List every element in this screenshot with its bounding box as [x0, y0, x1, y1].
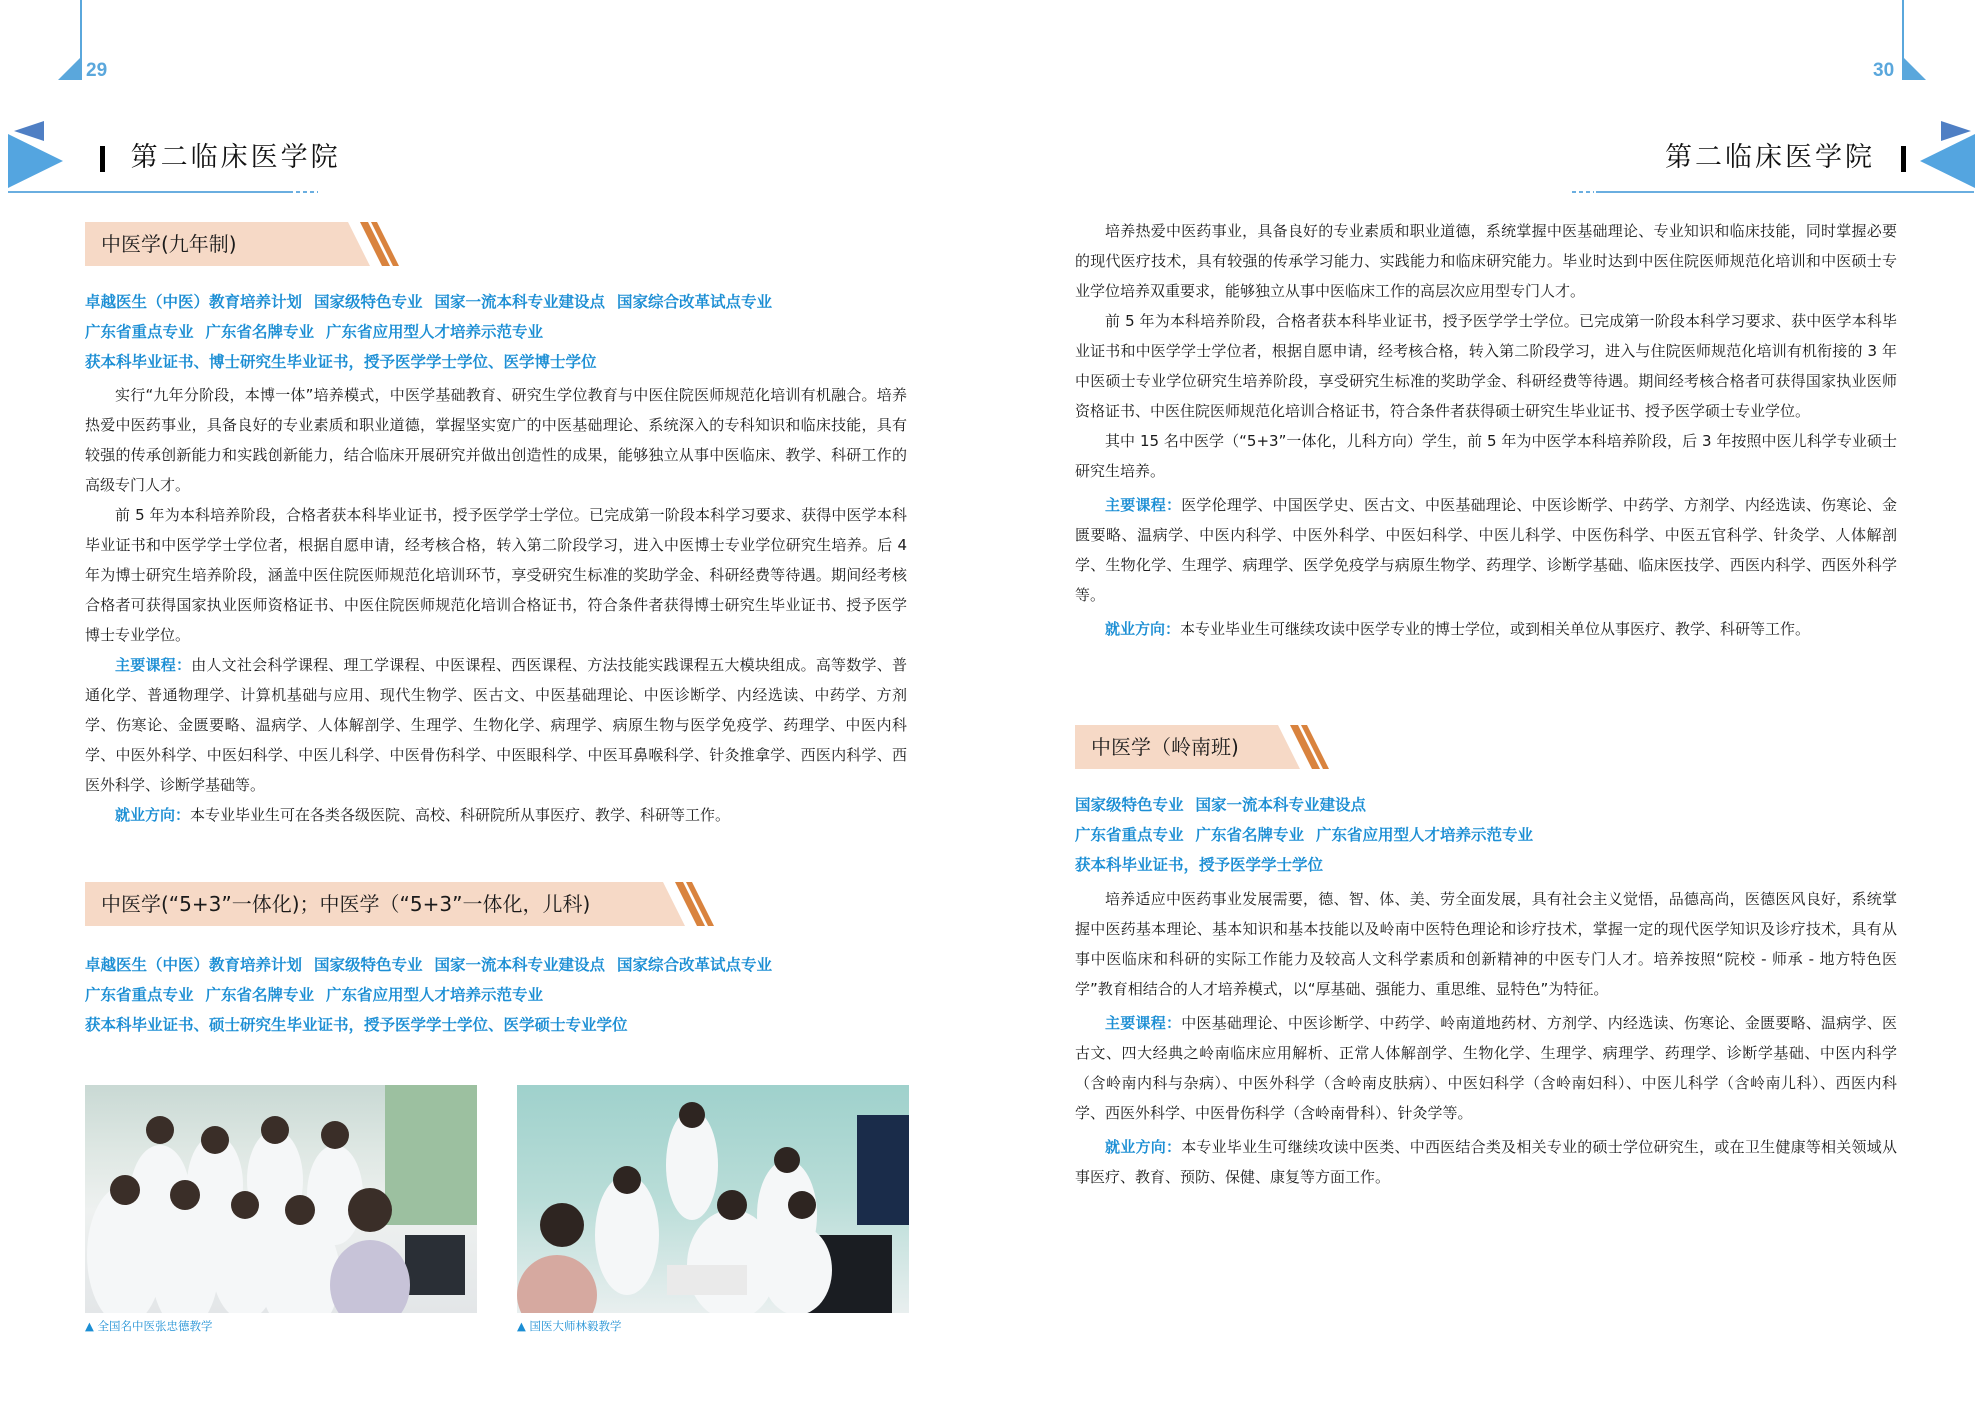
header-rule-dots — [1572, 191, 1594, 193]
header-rule-dots — [296, 191, 318, 193]
paragraph: 前 5 年为本科培养阶段，合格者获本科毕业证书，授予医学学士学位。已完成第一阶段本科学习要求、获得中医学本科毕业证书和中医学学士学位者，根据自愿申请，经考核合格，转入第二阶段学习，进入中医博士专业学位研究生培养。后 4 年为博士研究生培养阶段，涵盖中医住院医师规范化培训环节，享受研究生标准的奖助学金、科研经费等待遇。期间经考核合格者可获得国家执业医师资格证书、中医住院医师规范化培训合格证书，符合条件者获得博士研究生毕业证书、授予医学博士专业学位。 — [85, 506, 907, 644]
stripes-decoration — [675, 882, 715, 926]
photo-caption: ▲ 全国名中医张忠德教学 — [85, 1319, 213, 1333]
header-title: 第二临床医学院 — [100, 140, 341, 176]
page-marker-line — [80, 0, 82, 80]
header-arrow-icon — [8, 134, 63, 188]
photo-image — [85, 1085, 477, 1313]
stripes-decoration — [360, 222, 400, 266]
page-number: 30 — [1873, 60, 1895, 81]
body-5plus3-continued — [1075, 216, 1897, 644]
tag-row: 国家级特色专业 国家一流本科专业建设点 — [1075, 796, 1367, 814]
page-marker-triangle — [58, 58, 80, 80]
tag-row: 获本科毕业证书、硕士研究生毕业证书，授予医学学士学位、医学硕士专业学位 — [85, 1016, 628, 1034]
courses-paragraph: 主要课程：由人文社会科学课程、理工学课程、中医课程、西医课程、方法技能实践课程五大模块组成。高等数学、普通化学、普通物理学、计算机基础与应用、现代生物学、医古文、中医基础理论、中医诊断学、内经选读、中药学、方剂学、伤寒论、金匮要略、温病学、人体解剖学、生理学、生物化学、病理学、病原生物与医学免疫学、药理学、中医内科学、中医外科学、中医妇科学、中医儿科学、中医骨伤科学、中医眼科学、中医耳鼻喉科学、针灸推拿学、西医内科学、西医外科学、诊断学基础等。 — [85, 656, 907, 794]
header-rule — [1596, 191, 1974, 193]
paragraph: 其中 15 名中医学（“5+3”一体化，儿科方向）学生，前 5 年为中医学本科培养阶段，后 3 年按照中医儿科学专业硕士研究生培养。 — [1075, 432, 1897, 480]
tag-row: 卓越医生（中医）教育培养计划 国家级特色专业 国家一流本科专业建设点 国家综合改革试点专业 — [85, 956, 773, 974]
paragraph: 培养热爱中医药事业，具备良好的专业素质和职业道德，系统掌握中医基础理论、专业知识和临床技能，同时掌握必要的现代医疗技术，具有较强的传承学习能力、实践能力和临床研究能力。毕业时达到中医住院医师规范化培训和中医硕士专业学位培养双重要求，能够独立从事中医临床工作的高层次应用型专门人才。 — [1075, 222, 1897, 300]
tags-nine-year — [85, 287, 784, 377]
tag-row: 卓越医生（中医）教育培养计划 国家级特色专业 国家一流本科专业建设点 国家综合改革试点专业 — [85, 293, 773, 311]
tag-row: 获本科毕业证书，授予医学学士学位 — [1075, 856, 1324, 874]
header-arrow-icon — [1920, 134, 1975, 188]
header-rule — [8, 191, 293, 193]
photo-image — [517, 1085, 909, 1313]
career-paragraph: 就业方向：本专业毕业生可继续攻读中医学专业的博士学位，或到相关单位从事医疗、教学、科研等工作。 — [1105, 620, 1811, 638]
photo-zhang-zhongde-teaching — [85, 1085, 477, 1313]
photo-caption: ▲ 国医大师林毅教学 — [517, 1319, 622, 1333]
tag-row: 获本科毕业证书、博士研究生毕业证书，授予医学学士学位、医学博士学位 — [85, 353, 597, 371]
paragraph: 前 5 年为本科培养阶段，合格者获本科毕业证书，授予医学学士学位。已完成第一阶段本科学习要求、获中医学本科毕业证书和中医学学士学位者，根据自愿申请，经考核合格，转入第二阶段学习，进入与住院医师规范化培训有机衔接的 3 年中医硕士专业学位研究生培养阶段，享受研究生标准的奖助学金、科研经费等待遇。期间经考核合格者可获得国家执业医师资格证书、中医住院医师规范化培训合格证书，符合条件者获得硕士研究生毕业证书、授予医学硕士专业学位。 — [1075, 312, 1897, 420]
tags-lingnan — [1075, 790, 1545, 880]
career-paragraph: 就业方向：本专业毕业生可继续攻读中医类、中西医结合类及相关专业的硕士学位研究生，或在卫生健康等相关领域从事医疗、教育、预防、保健、康复等方面工作。 — [1075, 1138, 1897, 1186]
stripes-decoration — [1290, 725, 1330, 769]
paragraph: 实行“九年分阶段，本博一体”培养模式，中医学基础教育、研究生学位教育与中医住院医师规范化培训有机融合。培养热爱中医药事业，具备良好的专业素质和职业道德，掌握坚实宽广的中医基础理论、系统深入的专科知识和临床技能，具有较强的传承创新能力和实践创新能力，结合临床开展研究并做出创造性的成果，能够独立从事中医临床、教学、科研工作的高级专门人才。 — [85, 386, 907, 494]
title-bar — [1901, 146, 1906, 172]
photo-lin-yi-teaching — [517, 1085, 909, 1313]
title-bar — [100, 146, 105, 172]
body-nine-year — [85, 380, 907, 830]
tag-row: 广东省重点专业 广东省名牌专业 广东省应用型人才培养示范专业 — [1075, 826, 1534, 844]
courses-paragraph: 主要课程：医学伦理学、中国医学史、医古文、中医基础理论、中医诊断学、中药学、方剂学、内经选读、伤寒论、金匮要略、温病学、中医内科学、中医外科学、中医妇科学、中医儿科学、中医伤科学、中医五官科学、针灸学、人体解剖学、生物化学、生理学、病理学、医学免疫学与病原生物学、药理学、诊断学基础、临床医技学、西医内科学、西医外科学等。 — [1075, 496, 1897, 604]
career-paragraph: 就业方向：本专业毕业生可在各类各级医院、高校、科研院所从事医疗、教学、科研等工作。 — [115, 806, 731, 824]
tag-row: 广东省重点专业 广东省名牌专业 广东省应用型人才培养示范专业 — [85, 323, 544, 341]
section-header-nine-year: 中医学(九年制) — [85, 222, 370, 266]
header-title: 第二临床医学院 — [1665, 140, 1906, 176]
paragraph: 培养适应中医药事业发展需要，德、智、体、美、劳全面发展，具有社会主义觉悟，品德高尚，医德医风良好，系统掌握中医药基本理论、基本知识和基本技能以及岭南中医特色理论和诊疗技术，掌握一定的现代医学知识及诊疗技术，具有从事中医临床和科研的实际工作能力及较高人文科学素质和创新精神的中医专门人才。培养按照“院校 - 师承 - 地方特色医学”教育相结合的人才培养模式，以“厚基础、强能力、重思维、显特色”为特征。 — [1075, 890, 1897, 998]
tags-5plus3 — [85, 950, 784, 1040]
tag-row: 广东省重点专业 广东省名牌专业 广东省应用型人才培养示范专业 — [85, 986, 544, 1004]
page-number: 29 — [86, 60, 108, 81]
section-header-lingnan: 中医学（岭南班) — [1075, 725, 1300, 769]
body-lingnan — [1075, 884, 1897, 1192]
page-marker-triangle — [1904, 58, 1926, 80]
courses-paragraph: 主要课程：中医基础理论、中医诊断学、中药学、岭南道地药材、方剂学、内经选读、伤寒论、金匮要略、温病学、医古文、四大经典之岭南临床应用解析、正常人体解剖学、生物化学、生理学、病理学、药理学、诊断学基础、中医内科学（含岭南内科与杂病）、中医外科学（含岭南皮肤病）、中医妇科学（含岭南妇科）、中医儿科学（含岭南儿科）、西医内科学、西医外科学、中医骨伤科学（含岭南骨科）、针灸学等。 — [1075, 1014, 1897, 1122]
section-header-5plus3: 中医学(“5+3”一体化)；中医学（“5+3”一体化，儿科) — [85, 882, 685, 926]
